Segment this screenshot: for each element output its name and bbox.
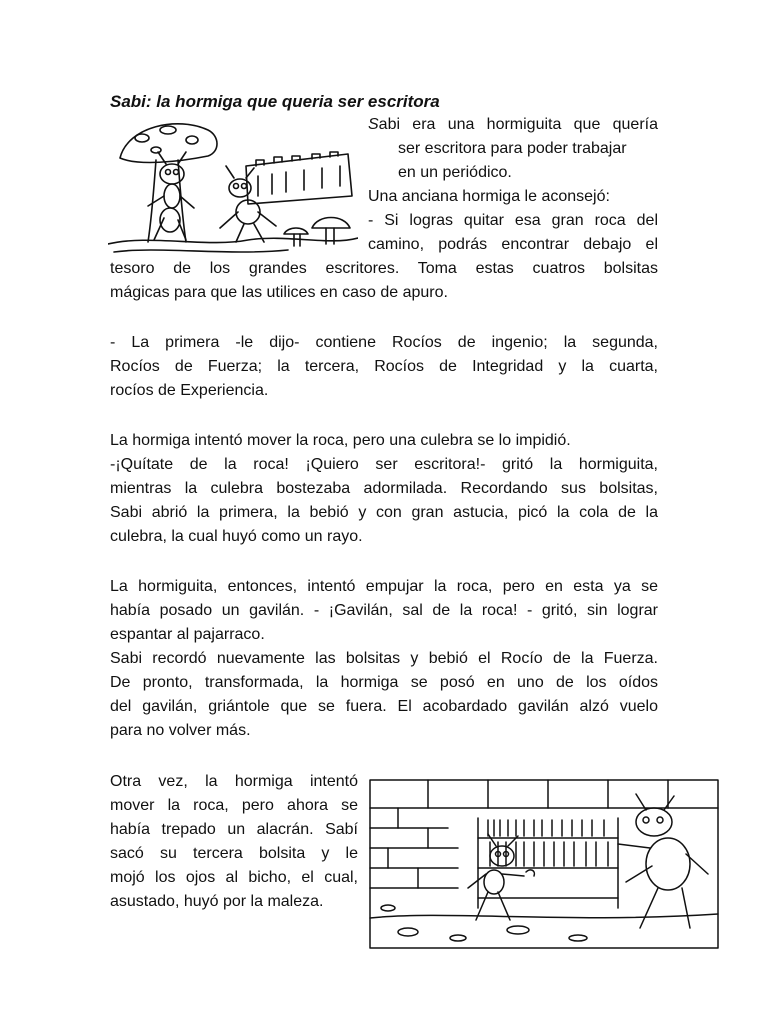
intro-paragraph [368, 113, 658, 257]
intro-dropcap: S [368, 116, 379, 133]
p3-line-4: Sabi abrió la primera, la bebió y con gran astucia, picó la cola de la [110, 504, 658, 521]
intro-line-6: camino, podrás encontrar debajo el [368, 236, 658, 253]
p5-line-6: asustado, huyó por la maleza. [110, 893, 324, 910]
p5-line-1: Otra vez, la hormiga intentó [110, 773, 358, 790]
p4-line-2: había posado un gavilán. - ¡Gavilán, sal de la roca! - gritó, sin lograr [110, 602, 658, 619]
p2-line-2: Rocíos de Fuerza; la tercera, Rocíos de Integridad y la cuarta, [110, 358, 658, 375]
intro-line-2: ser escritora para poder trabajar [398, 140, 627, 157]
ants-library-illustration [368, 778, 720, 950]
ants-mushroom-castle-illustration [108, 116, 358, 256]
p5-line-4: sacó su tercera bolsita y le [110, 845, 358, 862]
p4-line-6: del gavilán, griántole que se fuera. El acobardado gavilán alzó vuelo [110, 698, 658, 715]
intro-line-5: - Si logras quitar esa gran roca del [368, 212, 658, 229]
p4-line-5: De pronto, transformada, la hormiga se posó en uno de los oídos [110, 674, 658, 691]
paragraph-3 [110, 429, 658, 549]
intro-line-8: mágicas para que las utilices en caso de apuro. [110, 284, 448, 301]
p3-line-2: -¡Quítate de la roca! ¡Quiero ser escritora!- gritó la hormiguita, [110, 456, 658, 473]
p3-line-3: mientras la culebra bostezaba adormilada. Recordando sus bolsitas, [110, 480, 658, 497]
p2-line-3: rocíos de Experiencia. [110, 382, 269, 399]
paragraph-5 [110, 770, 358, 914]
intro-line-3: en un periódico. [398, 164, 512, 181]
p5-line-2: mover la roca, pero ahora se [110, 797, 358, 814]
p5-line-5: mojó los ojos al bicho, el cual, [110, 869, 358, 886]
p4-line-3: espantar al pajarraco. [110, 626, 265, 643]
p2-line-1: - La primera -le dijo- contiene Rocíos de ingenio; la segunda, [110, 334, 658, 351]
p3-line-5: culebra, la cual huyó como un rayo. [110, 528, 363, 545]
paragraph-4 [110, 575, 658, 743]
intro-line-1: abi era una hormiguita que quería [378, 116, 658, 133]
story-title: Sabi: la hormiga que queria ser escritora [110, 92, 440, 111]
intro-line-7: tesoro de los grandes escritores. Toma estas cuatros bolsitas [110, 260, 658, 277]
intro-line-4: Una anciana hormiga le aconsejó: [368, 188, 610, 205]
p4-line-4: Sabi recordó nuevamente las bolsitas y bebió el Rocío de la Fuerza. [110, 650, 658, 667]
p3-line-1: La hormiga intentó mover la roca, pero una culebra se lo impidió. [110, 432, 571, 449]
p5-line-3: había trepado un alacrán. Sabí [110, 821, 358, 838]
p4-line-1: La hormiguita, entonces, intentó empujar la roca, pero en esta ya se [110, 578, 658, 595]
intro-continuation [110, 257, 658, 305]
paragraph-2 [110, 331, 658, 403]
p4-line-7: para no volver más. [110, 722, 251, 739]
